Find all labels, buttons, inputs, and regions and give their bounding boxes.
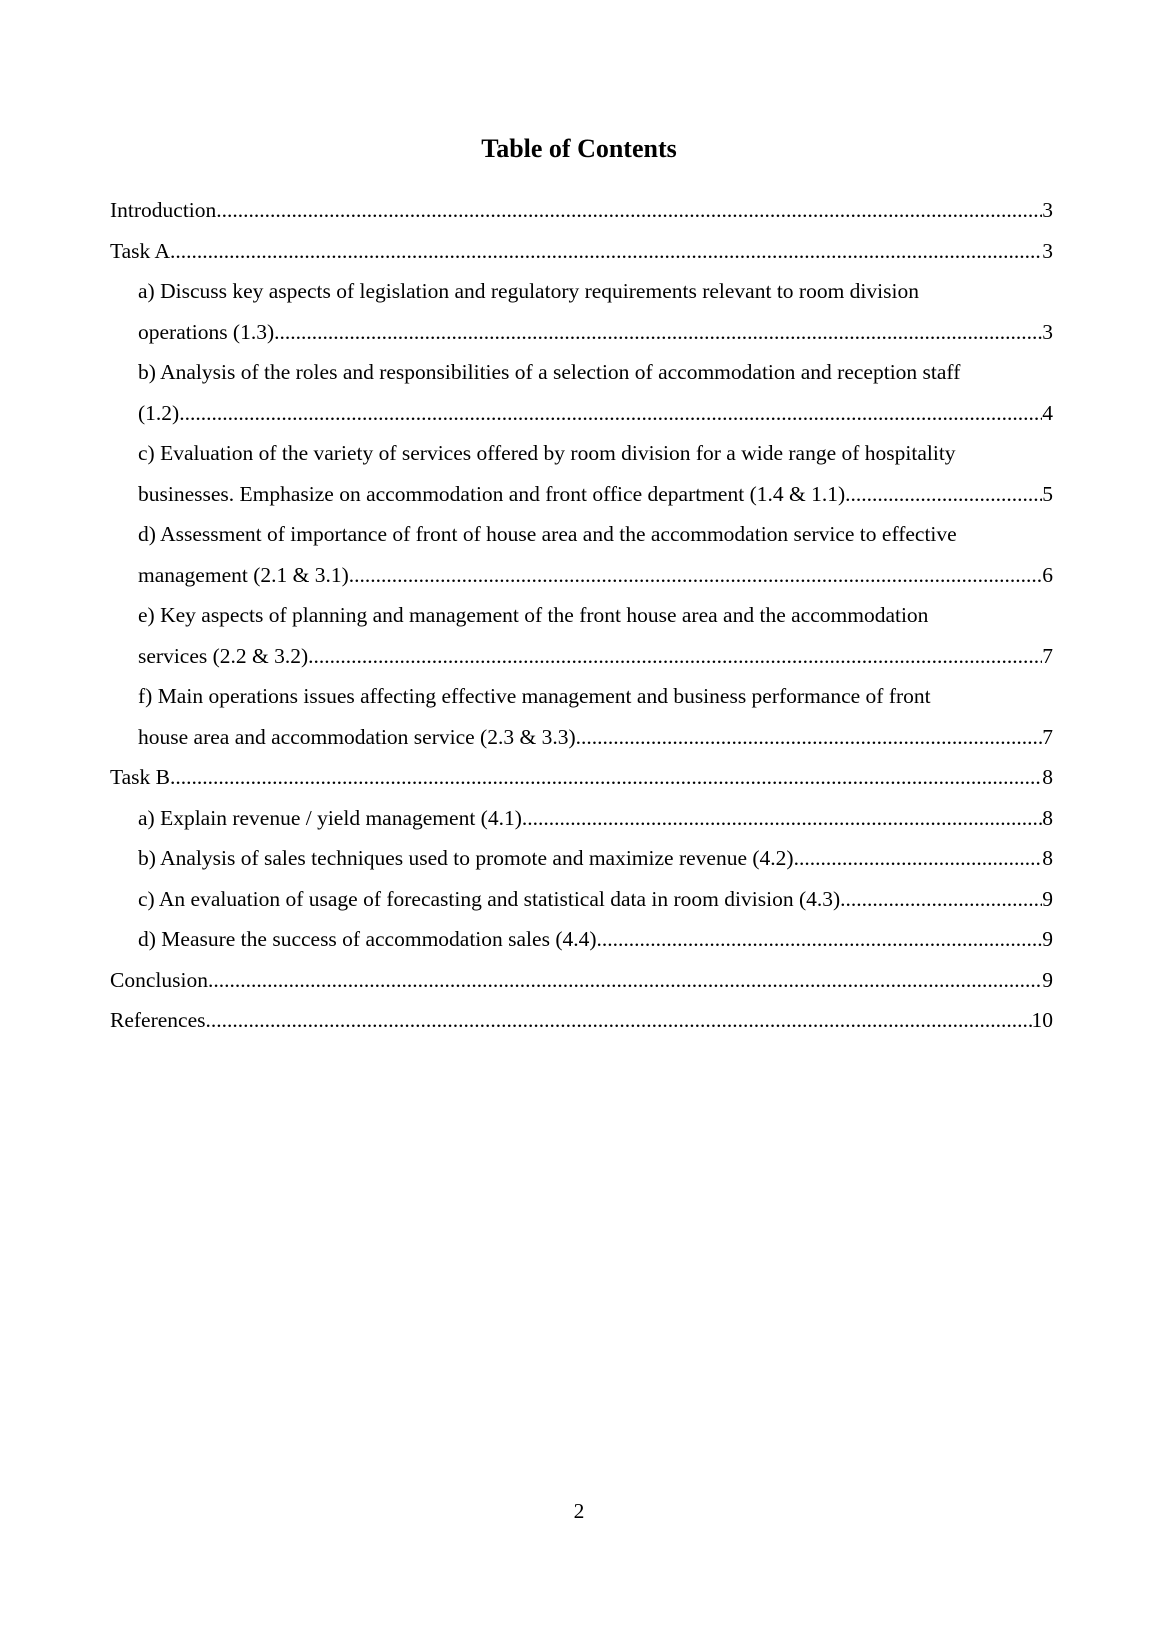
toc-entry[interactable]	[110, 676, 1053, 757]
toc-entry-page-number: 3	[1042, 198, 1053, 222]
toc-entry-page-number: 9	[1042, 967, 1053, 992]
toc-entry[interactable]	[110, 433, 1053, 514]
dot-leader	[170, 231, 1042, 272]
toc-entry[interactable]	[110, 190, 1053, 231]
toc-entry[interactable]	[110, 919, 1053, 960]
table-of-contents	[110, 190, 1053, 1041]
page-number: 2	[573, 1499, 585, 1523]
dot-leader	[597, 919, 1043, 960]
toc-entry-text: (1.2)	[138, 400, 180, 425]
toc-entry-text: b) Analysis of sales techniques used to promote and maximize revenue (4.2)	[138, 846, 794, 870]
dot-leader	[794, 838, 1043, 879]
dot-leader	[845, 474, 1042, 515]
toc-entry-text: Conclusion	[110, 967, 208, 992]
toc-entry-text: house area and accommodation service (2.3 & 3.3)	[138, 724, 576, 749]
toc-entry-page-number: 4	[1042, 400, 1053, 425]
toc-entry-page-number: 7	[1042, 643, 1053, 668]
toc-entry-text: e) Key aspects of planning and management of the front house area and the accommodation	[138, 603, 929, 627]
toc-entry-text: Introduction	[110, 198, 217, 222]
toc-entry-text: f) Main operations issues affecting effective management and business performance of front	[138, 684, 931, 708]
toc-entry-page-number: 9	[1042, 927, 1053, 951]
toc-entry-text: d) Measure the success of accommodation sales (4.4)	[138, 927, 597, 951]
toc-entry[interactable]	[110, 231, 1053, 272]
toc-entry-text: businesses. Emphasize on accommodation and front office department (1.4 & 1.1)	[138, 481, 846, 506]
toc-entry[interactable]	[110, 879, 1053, 920]
toc-entry-page-number: 8	[1042, 846, 1053, 870]
dot-leader	[179, 393, 1042, 434]
toc-entry[interactable]	[110, 838, 1053, 879]
dot-leader	[208, 960, 1042, 1001]
dot-leader	[308, 636, 1042, 677]
toc-entry[interactable]	[110, 514, 1053, 595]
dot-leader	[349, 555, 1042, 596]
toc-entry[interactable]	[110, 798, 1053, 839]
toc-entry-page-number: 6	[1042, 562, 1053, 587]
toc-entry-page-number: 7	[1042, 724, 1053, 749]
toc-entry[interactable]	[110, 352, 1053, 433]
toc-entry-text: References	[110, 1008, 206, 1032]
toc-entry-page-number: 3	[1042, 238, 1053, 263]
toc-entry-page-number: 5	[1042, 481, 1053, 506]
toc-entry-text: d) Assessment of importance of front of house area and the accommodation service to effective	[138, 522, 957, 546]
toc-entry-text: a) Discuss key aspects of legislation and regulatory requirements relevant to room division	[138, 279, 919, 303]
dot-leader	[274, 312, 1042, 353]
dot-leader	[170, 757, 1042, 798]
toc-entry-text: c) An evaluation of usage of forecasting and statistical data in room division (4.3)	[138, 886, 841, 911]
dot-leader	[522, 798, 1042, 839]
toc-entry[interactable]	[110, 1000, 1053, 1041]
dot-leader	[206, 1000, 1032, 1041]
toc-entry-text: management (2.1 & 3.1)	[138, 562, 349, 587]
toc-entry-text: c) Evaluation of the variety of services offered by room division for a wide range of hospitality	[138, 441, 956, 465]
toc-entry-text: b) Analysis of the roles and responsibilities of a selection of accommodation and reception staff	[138, 360, 961, 384]
dot-leader	[576, 717, 1043, 758]
toc-entry-page-number: 8	[1042, 805, 1053, 830]
toc-entry-text: a) Explain revenue / yield management (4.1)	[138, 805, 522, 830]
toc-title: Table of Contents	[481, 134, 677, 163]
toc-entry[interactable]	[110, 960, 1053, 1001]
toc-entry[interactable]	[110, 757, 1053, 798]
toc-entry-page-number: 3	[1042, 319, 1053, 344]
toc-entry-page-number: 9	[1042, 886, 1053, 911]
toc-entry-text: operations (1.3)	[138, 319, 275, 344]
toc-entry-page-number: 8	[1042, 765, 1053, 789]
toc-entry[interactable]	[110, 595, 1053, 676]
dot-leader	[216, 190, 1042, 231]
dot-leader	[840, 879, 1042, 920]
toc-entry-text: Task A	[110, 238, 171, 263]
toc-entry-text: services (2.2 & 3.2)	[138, 643, 309, 668]
toc-entry-text: Task B	[110, 765, 171, 789]
toc-entry[interactable]	[110, 271, 1053, 352]
toc-entry-page-number: 10	[1031, 1008, 1053, 1032]
